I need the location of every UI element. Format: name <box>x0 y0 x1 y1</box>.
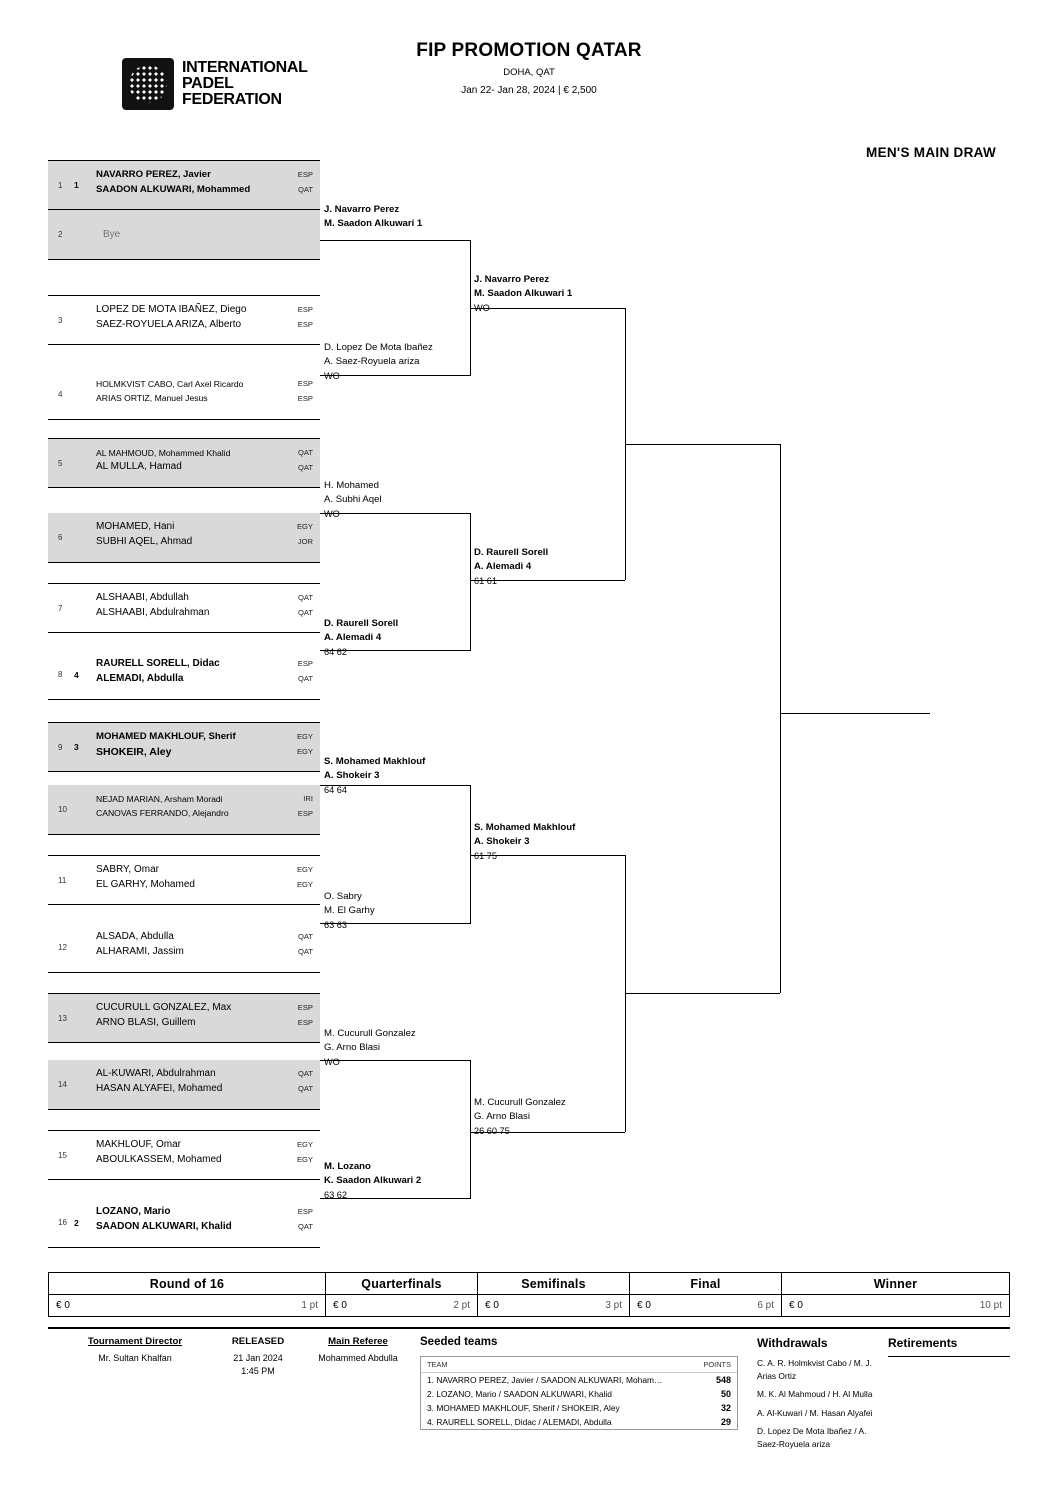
r16-result-4: D. Raurell Sorell A. Alemadi 4 64 62 <box>324 618 399 657</box>
entry-row-3 <box>48 295 320 345</box>
r16-result-5: S. Mohamed Makhlouf A. Shokeir 3 64 64 <box>324 756 426 795</box>
entry-players <box>96 930 292 959</box>
entry-row-2 <box>48 210 320 260</box>
entry-number: 12 <box>58 943 67 952</box>
prize-value-winner: € 0 10 pt <box>782 1295 1010 1317</box>
entry-row-15 <box>48 1130 320 1180</box>
player-2: ABOULKASSEM, Mohamed <box>96 1153 222 1165</box>
entry-number: 4 <box>58 390 63 399</box>
entry-number: 5 <box>58 458 63 468</box>
entry-countries: QAT QAT <box>297 593 313 617</box>
entry-players <box>96 1067 292 1096</box>
player-1: MOHAMED MAKHLOUF, Sherif <box>96 731 236 742</box>
r16-result-7: M. Cucurull Gonzalez G. Arno Blasi WO <box>324 1028 416 1067</box>
entry-number: 13 <box>58 1013 67 1023</box>
logo-line-1: INTERNATIONAL <box>182 58 308 76</box>
prize-value-final: € 0 6 pt <box>630 1295 782 1317</box>
player-1: ALSHAABI, Abdullah <box>96 592 189 603</box>
player-1: AL MAHMOUD, Mohammed Khalid <box>96 448 231 458</box>
tournament-title: FIP PROMOTION QATAR <box>416 40 642 61</box>
entry-seed: 2 <box>74 1217 79 1228</box>
player-1: RAURELL SORELL, Didac <box>96 658 220 669</box>
withdrawals-list <box>757 1357 885 1450</box>
entry-row-16 <box>48 1198 320 1248</box>
entry-countries: IRI ESP <box>297 794 313 818</box>
entry-players <box>96 520 292 549</box>
entry-row-5 <box>48 438 320 488</box>
player-2: CANOVAS FERRANDO, Alejandro <box>96 808 229 818</box>
list-item: C. A. R. Holmkvist Cabo / M. J. Arias Ortiz <box>757 1358 872 1381</box>
entry-countries: ESP QAT <box>297 659 313 683</box>
entry-players <box>96 1001 292 1030</box>
entry-number: 1 <box>58 180 63 190</box>
player-2: ARIAS ORTIZ, Manuel Jesus <box>96 393 208 403</box>
prize-header-winner: Winner <box>782 1272 1010 1295</box>
retirements-block: Retirements <box>888 1336 958 1350</box>
entry-seed: 3 <box>74 742 79 752</box>
entry-row-11 <box>48 855 320 905</box>
entry-players <box>96 377 292 405</box>
player-1: ALSADA, Abdulla <box>96 931 174 942</box>
prize-value-qf: € 0 2 pt <box>326 1295 478 1317</box>
entry-countries: EGY EGY <box>296 1140 313 1164</box>
footer-divider <box>48 1327 1010 1329</box>
qf-result-1: J. Navarro Perez M. Saadon Alkuwari 1 WO <box>474 274 573 313</box>
seeded-teams-table <box>420 1356 738 1430</box>
entry-players <box>96 303 292 332</box>
entry-row-9 <box>48 722 320 772</box>
player-2: ALEMADI, Abdulla <box>96 672 184 684</box>
entry-number: 9 <box>58 742 63 752</box>
player-2: ALHARAMI, Jassim <box>96 945 184 957</box>
prize-header-sf: Semifinals <box>478 1272 630 1295</box>
player-2: EL GARHY, Mohamed <box>96 878 195 890</box>
entry-row-13 <box>48 993 320 1043</box>
entry-players <box>96 446 292 474</box>
entry-number: 11 <box>58 875 67 885</box>
r16-result-8: M. Lozano K. Saadon Alkuwari 2 63 62 <box>324 1161 422 1200</box>
entry-number: 2 <box>58 230 63 239</box>
entry-number: 10 <box>58 805 67 814</box>
player-2: HASAN ALYAFEI, Mohamed <box>96 1082 223 1094</box>
entry-row-4 <box>48 370 320 420</box>
player-2: SAEZ-ROYUELA ARIZA, Alberto <box>96 318 242 330</box>
entry-countries: EGY EGY <box>296 732 313 756</box>
entry-row-6 <box>48 513 320 563</box>
entry-players <box>96 1138 292 1167</box>
entry-number: 8 <box>58 670 63 679</box>
entry-number: 3 <box>58 315 63 325</box>
entry-countries: ESP ESP <box>297 379 313 403</box>
player-2: SAADON ALKUWARI, Mohammed <box>96 183 251 195</box>
entry-row-12 <box>48 923 320 973</box>
player-1: LOPEZ DE MOTA IBAÑEZ, Diego <box>96 304 247 315</box>
player-1: NEJAD MARIAN, Arsham Moradi <box>96 794 223 804</box>
entry-countries: EGY EGY <box>296 865 313 889</box>
entry-seed: 4 <box>74 669 79 680</box>
player-2: ARNO BLASI, Guillem <box>96 1016 196 1028</box>
entry-countries: ESP ESP <box>297 305 313 329</box>
entry-number: 16 <box>58 1218 67 1227</box>
entry-countries: ESP QAT <box>297 1207 313 1231</box>
r16-result-1: J. Navarro Perez M. Saadon Alkuwari 1 <box>324 204 423 229</box>
player-2: SAADON ALKUWARI, Khalid <box>96 1220 232 1232</box>
entry-number: 14 <box>58 1080 67 1089</box>
player-1: LOZANO, Mario <box>96 1206 171 1217</box>
entry-row-1 <box>48 160 320 210</box>
logo-line-3: FEDERATION <box>182 91 282 109</box>
entry-row-7 <box>48 583 320 633</box>
prize-header-final: Final <box>630 1272 782 1295</box>
entry-players <box>96 1205 292 1234</box>
table-row: 1. NAVARRO PEREZ, Javier / SAADON ALKUWARI, Moham… 548 <box>427 1375 731 1385</box>
seeded-table-header: TEAM POINTS <box>421 1357 737 1373</box>
entry-number: 6 <box>58 533 63 542</box>
player-1: CUCURULL GONZALEZ, Max <box>96 1002 232 1013</box>
bye-label: Bye <box>103 229 121 240</box>
main-referee-block: Main Referee Mohammed Abdulla <box>318 1336 398 1363</box>
logo-line-2: PADEL <box>182 74 234 92</box>
entry-countries: ESP ESP <box>297 1003 313 1027</box>
entry-players <box>96 657 292 686</box>
entry-players <box>96 863 292 892</box>
retirements-divider <box>888 1356 1010 1357</box>
seeded-teams-title: Seeded teams <box>420 1336 498 1348</box>
entry-countries: ESP QAT <box>297 170 313 194</box>
list-item: D. Lopez De Mota Ibañez / A. Saez-Royuela ariza <box>757 1426 867 1449</box>
prize-value-sf: € 0 3 pt <box>478 1295 630 1317</box>
table-row: 4. RAURELL SORELL, Didac / ALEMADI, Abdulla 29 <box>427 1417 731 1427</box>
prize-header-qf: Quarterfinals <box>326 1272 478 1295</box>
player-1: SABRY, Omar <box>96 864 159 875</box>
player-1: NAVARRO PEREZ, Javier <box>96 169 211 180</box>
list-item: M. K. Al Mahmoud / H. Al Mulla <box>757 1389 873 1399</box>
r16-result-3: H. Mohamed A. Subhi Aqel WO <box>324 480 382 519</box>
r16-result-6: O. Sabry M. El Garhy 63 63 <box>324 891 375 930</box>
player-1: MAKHLOUF, Omar <box>96 1139 182 1150</box>
entry-row-10 <box>48 785 320 835</box>
entry-players <box>96 591 292 620</box>
table-row: 3. MOHAMED MAKHLOUF, Sherif / SHOKEIR, Aley 32 <box>427 1403 731 1413</box>
list-item: A. Al-Kuwari / M. Hasan Alyafei <box>757 1407 873 1418</box>
player-1: HOLMKVIST CABO, Carl Axel Ricardo <box>96 379 244 389</box>
player-1: AL-KUWARI, Abdulrahman <box>96 1068 216 1079</box>
entry-countries: QAT QAT <box>297 932 313 956</box>
player-2: ALSHAABI, Abdulrahman <box>96 606 210 618</box>
released-block: RELEASED 21 Jan 2024 1:45 PM <box>231 1336 285 1376</box>
draw-type-label: MEN'S MAIN DRAW <box>866 145 996 160</box>
entry-players <box>96 792 292 820</box>
prize-table <box>48 1272 1010 1317</box>
entry-countries: QAT QAT <box>297 1069 313 1093</box>
seeded-teams-block <box>420 1336 750 1430</box>
tournament-location: DOHA, QAT <box>503 67 555 78</box>
entry-row-14 <box>48 1060 320 1110</box>
prize-header-r16: Round of 16 <box>48 1272 326 1295</box>
entry-players <box>96 168 292 197</box>
entry-countries: EGY JOR <box>296 522 313 546</box>
player-2: AL MULLA, Hamad <box>96 461 182 472</box>
player-1: MOHAMED, Hani <box>96 521 175 532</box>
entry-row-8 <box>48 650 320 700</box>
qf-result-2: D. Raurell Sorell A. Alemadi 4 61 61 <box>474 547 549 586</box>
entry-countries: QAT QAT <box>297 448 313 472</box>
entry-number: 7 <box>58 603 63 613</box>
withdrawals-block: Withdrawals C. A. R. Holmkvist Cabo / M. J. Arias Ortiz M. K. Al Mahmoud / H. Al Mulla A. Al-Kuwari / M. Hasan Alyafei D. Lopez De Mota Ibañez / A. Saez-Royuela ariza <box>757 1336 885 1456</box>
tournament-director-block: Tournament Director Mr. Sultan Khalfan <box>87 1336 183 1363</box>
tournament-dates: Jan 22- Jan 28, 2024 | € 2,500 <box>461 85 597 96</box>
player-2: SHOKEIR, Aley <box>96 745 172 758</box>
entry-seed: 1 <box>74 180 79 190</box>
entry-number: 15 <box>58 1150 67 1160</box>
qf-result-4: M. Cucurull Gonzalez G. Arno Blasi 26 60 75 <box>474 1097 566 1136</box>
table-row: 2. LOZANO, Mario / SAADON ALKUWARI, Khalid 50 <box>427 1389 731 1399</box>
prize-value-r16: € 0 1 pt <box>48 1295 326 1317</box>
player-2: SUBHI AQEL, Ahmad <box>96 535 193 547</box>
qf-result-3: S. Mohamed Makhlouf A. Shokeir 3 61 75 <box>474 822 576 861</box>
entry-players <box>96 730 292 759</box>
r16-result-2: D. Lopez De Mota Ibañez A. Saez-Royuela ariza WO <box>324 342 433 381</box>
